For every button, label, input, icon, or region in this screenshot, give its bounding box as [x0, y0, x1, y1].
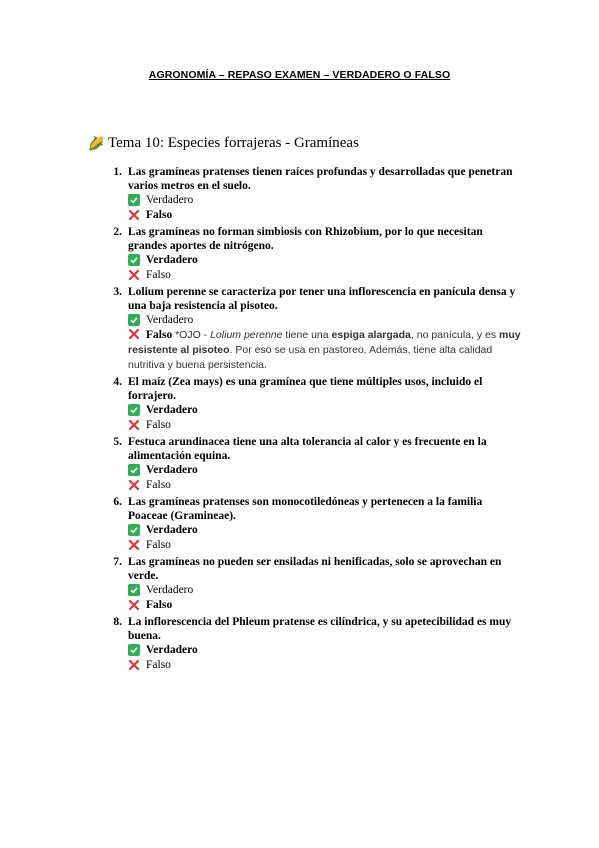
option-label: Falso [146, 599, 173, 611]
cross-icon [128, 479, 140, 491]
note-text: *OJO - [175, 329, 211, 341]
cross-icon [128, 419, 140, 431]
document-title: AGRONOMÍA – REPASO EXAMEN – VERDADERO O FALSO [148, 69, 451, 81]
check-icon [128, 584, 140, 596]
check-icon [128, 194, 140, 206]
option-verdadero [128, 313, 524, 328]
question-text: La inflorescencia del Phleum pratense es cilíndrica, y su apetecibilidad es muy buena. [128, 616, 512, 642]
option-label: Falso [146, 419, 171, 431]
option-label: Verdadero [146, 524, 198, 536]
question-number: 4. [113, 376, 122, 388]
question-text: Las gramíneas no forman simbiosis con Rhizobium, por lo que necesitan grandes aportes de nitrógeno. [128, 226, 483, 252]
option-label: Falso [146, 479, 171, 491]
option-label: Falso [146, 209, 173, 221]
check-icon [128, 314, 140, 326]
option-label: Verdadero [146, 314, 194, 326]
option-label: Verdadero [146, 464, 198, 476]
question-text: El maíz (Zea mays) es una gramínea que tiene múltiples usos, incluido el forrajero. [128, 376, 483, 402]
cross-icon [128, 328, 140, 340]
option-falso [128, 268, 524, 283]
cross-icon [128, 269, 140, 281]
question-number: 7. [113, 556, 122, 568]
option-verdadero [128, 403, 524, 418]
question-text: Lolium perenne se caracteriza por tener una inflorescencia en panícula densa y una baja resistencia al pisoteo. [128, 286, 516, 312]
question-number: 2. [113, 226, 122, 238]
cross-icon [128, 659, 140, 671]
option-falso [128, 418, 524, 433]
note-highlight: espiga alargada [331, 329, 411, 341]
cross-icon [128, 209, 140, 221]
option-label: Verdadero [146, 254, 198, 266]
question-text: Las gramíneas pratenses tienen raíces profundas y desarrolladas que penetran varios metros en el suelo. [128, 166, 513, 192]
question-item [104, 225, 524, 283]
option-verdadero [128, 463, 524, 478]
question-text: Las gramíneas pratenses son monocotiledóneas y pertenecen a la familia Poaceae (Gramineae). [128, 496, 483, 522]
answer-note [128, 329, 521, 371]
option-verdadero [128, 523, 524, 538]
note-text: , no panícula, y es [410, 329, 500, 341]
section-heading [88, 135, 359, 152]
option-falso [128, 538, 524, 553]
check-icon [128, 644, 140, 656]
question-item [104, 285, 524, 373]
note-text: tiene una [282, 329, 332, 341]
option-label: Verdadero [146, 644, 198, 656]
option-label: Falso [146, 539, 171, 551]
cross-icon [128, 539, 140, 551]
option-label: Verdadero [146, 584, 194, 596]
question-item [104, 495, 524, 553]
question-number: 5. [113, 436, 122, 448]
check-icon [128, 464, 140, 476]
option-falso [128, 208, 524, 223]
option-label: Falso [146, 329, 173, 341]
option-label: Falso [146, 269, 171, 281]
question-text: Las gramíneas no pueden ser ensiladas ni henificadas, solo se aprovechan en verde. [128, 556, 502, 582]
question-item [104, 165, 524, 223]
question-number: 1. [113, 166, 122, 178]
note-highlight: muy resistente al pisoteo [128, 329, 521, 356]
question-number: 6. [113, 496, 122, 508]
note-species: Lolium perenne [210, 329, 283, 341]
option-verdadero [128, 583, 524, 598]
option-verdadero [128, 253, 524, 268]
option-falso [128, 328, 524, 373]
cross-icon [128, 599, 140, 611]
option-falso [128, 598, 524, 613]
corn-icon: 🌽 [88, 135, 105, 151]
check-icon [128, 254, 140, 266]
note-text: . Por eso se usa en pastoreo. Además, tiene alta calidad nutritiva y buena persistencia. [128, 344, 493, 371]
option-falso [128, 658, 524, 673]
option-label: Verdadero [146, 404, 198, 416]
option-verdadero [128, 643, 524, 658]
option-label: Falso [146, 659, 171, 671]
check-icon [128, 524, 140, 536]
check-icon [128, 404, 140, 416]
question-list [104, 165, 524, 675]
question-text: Festuca arundinacea tiene una alta tolerancia al calor y es frecuente en la alimentación equina. [128, 436, 487, 462]
question-item [104, 555, 524, 613]
section-heading-text: Tema 10: Especies forrajeras - Gramíneas [108, 135, 359, 151]
question-number: 8. [113, 616, 122, 628]
option-verdadero [128, 193, 524, 208]
option-label: Verdadero [146, 194, 194, 206]
question-number: 3. [113, 286, 122, 298]
option-falso [128, 478, 524, 493]
question-item [104, 615, 524, 673]
question-item [104, 435, 524, 493]
question-item [104, 375, 524, 433]
